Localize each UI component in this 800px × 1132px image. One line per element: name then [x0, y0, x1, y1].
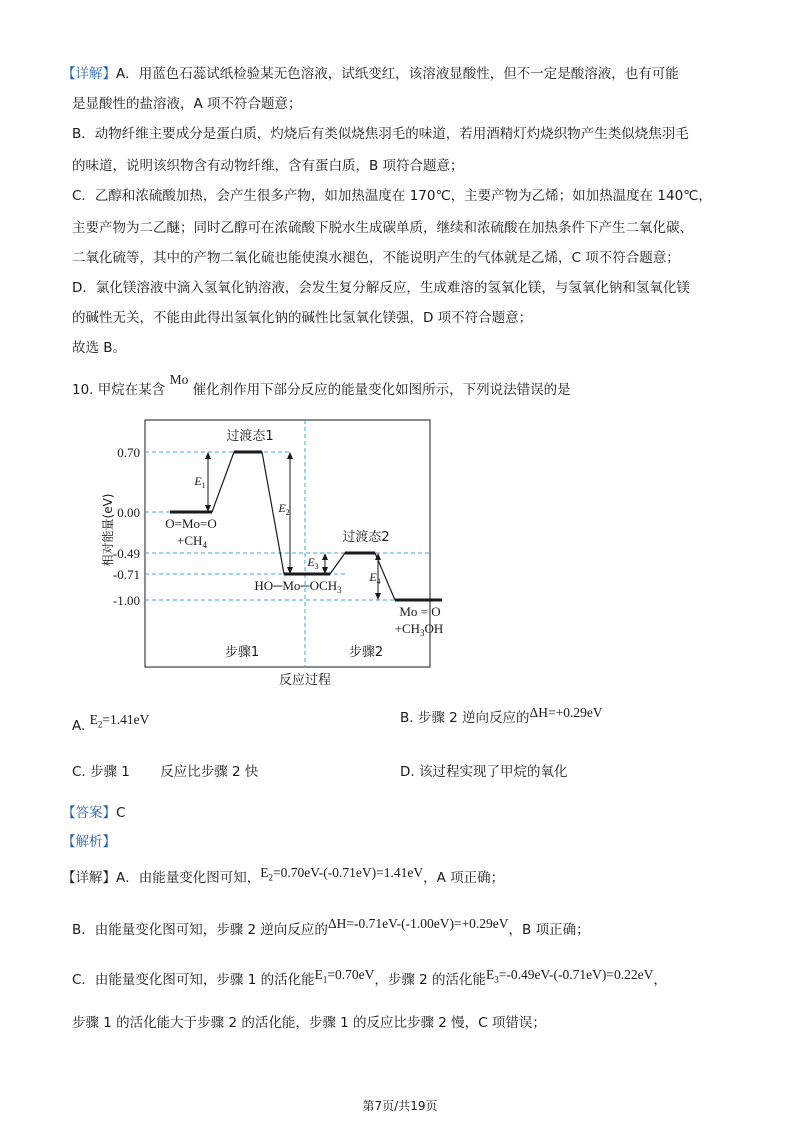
answer-tag: 【答案】: [62, 805, 116, 821]
detail-line-7: D．氯化镁溶液中滴入氢氧化钠溶液，会发生复分解反应，生成难溶的氢氧化镁，与氢氧化钠和氢氧化镁: [72, 280, 690, 296]
explanation-c-e1: $E_1=0.70eV$: [314, 967, 375, 985]
ts2-label: 过渡态2: [342, 530, 390, 545]
detail-line-3: 的味道，说明该织物含有动物纤维，含有蛋白质，B 项符合题意；: [72, 158, 464, 174]
option-d: D. 该过程实现了甲烷的氧化: [400, 764, 568, 780]
explanation-c-line2: 步骤 1 的活化能大于步骤 2 的活化能，步骤 1 的反应比步骤 2 慢，C 项错误；: [72, 1015, 546, 1031]
product-label-1: Mo = O: [399, 604, 441, 619]
detail-line-4: C．乙醇和浓硫酸加热，会产生很多产物，如加热温度在 170℃，主要产物为乙烯；如加热温度在 140℃，: [72, 188, 712, 204]
explanation-c-e3: $E_3=-0.49eV-(-0.71eV)=0.22eV$: [486, 967, 654, 985]
step2-label: 步骤2: [348, 645, 384, 660]
analysis-tag: 【解析】: [62, 834, 116, 850]
detail-line-5: 主要产物为二乙醚；同时乙醇可在浓硫酸下脱水生成碳单质，继续和浓硫酸在加热条件下产生二氧化碳、: [72, 220, 693, 236]
e4-label: $E_4$: [369, 570, 381, 586]
question-stem: 10. 甲烷在某含 Mo 催化剂作用下部分反应的能量变化如图所示，下列说法错误的是: [72, 372, 571, 398]
tick-neg0.49: -0.49: [112, 546, 140, 561]
analysis-line: [62, 832, 116, 852]
intermediate-label: $HO─Mo─OCH_3$: [254, 578, 342, 595]
product-label-2: $+CH_3OH$: [394, 621, 444, 638]
explanation-a: 【详解】A．由能量变化图可知，$E_2=0.70eV-(-0.71eV)=1.41eV$，A 项正确；: [62, 865, 505, 886]
explanation-c: C．由能量变化图可知，步骤 1 的活化能$E_1=0.70eV$，步骤 2 的活化能$E_3=-0.49eV-(-0.71eV)=0.22eV$，: [72, 967, 667, 988]
e3-arrowhead-up: [322, 553, 328, 560]
question-number: 10.: [72, 382, 94, 398]
e1-arrowhead-up: [205, 452, 211, 459]
tick-neg0.71: -0.71: [112, 567, 140, 582]
detail-tag: 【详解】: [62, 66, 116, 82]
e1-label: $E_1$: [194, 474, 206, 490]
option-a: A. $E_2=1.41eV$: [72, 712, 150, 734]
e4-arrowhead-down: [375, 593, 381, 600]
tick-0.00: 0.00: [117, 505, 140, 520]
option-c: C. 步骤 1 反应比步骤 2 快: [72, 764, 259, 780]
x-axis-label: 反应过程: [278, 673, 332, 688]
detail-line-1: 是显酸性的盐溶液，A 项不符合题意；: [72, 96, 302, 112]
y-axis-label: 相对能量(eV): [101, 493, 115, 567]
explanation-b: B．由能量变化图可知，步骤 2 逆向反应的ΔH=-0.71eV-(-1.00eV)=+0.29eV，B 项正确；: [72, 916, 590, 938]
option-a-expr: $E_2=1.41eV$: [89, 712, 150, 730]
page-footer: 第7页/共19页: [362, 1099, 438, 1113]
answer-line: [62, 803, 125, 823]
answer-value: C: [116, 805, 126, 821]
option-b: B. 步骤 2 逆向反应的ΔH=+0.29eV: [400, 705, 603, 726]
reactant-label-1: O=Mo=O: [165, 516, 217, 531]
detail-line-9: 故选 B。: [72, 340, 127, 356]
detail-line-0: 【详解】A．用蓝色石蕊试纸检验某无色溶液，试纸变红，该溶液显酸性，但不一定是酸溶液，也有可能: [62, 66, 679, 82]
tick-0.70: 0.70: [117, 445, 140, 460]
explanation-b-expr: ΔH=-0.71eV-(-1.00eV)=+0.29eV: [327, 916, 509, 931]
e2-label: $E_2$: [278, 501, 290, 517]
explanation-a-expr: $E_2=0.70eV-(-0.71eV)=1.41eV$: [260, 865, 424, 883]
detail-line-2: B．动物纤维主要成分是蛋白质，灼烧后有类似烧焦羽毛的味道，若用酒精灯灼烧织物产生类似烧焦羽毛: [72, 126, 689, 142]
detail-line-8: 的碱性无关，不能由此得出氢氧化钠的碱性比氢氧化镁强，D 项不符合题意；: [72, 310, 533, 326]
tick-neg1.00: -1.00: [112, 593, 140, 608]
ts1-label: 过渡态1: [226, 429, 274, 444]
e3-label: $E_3$: [307, 555, 319, 571]
detail-line-6: 二氧化硫等，其中的产物二氧化硫也能使溴水褪色，不能说明产生的气体就是乙烯，C 项不符合题意；: [72, 250, 680, 266]
option-b-expr: ΔH=+0.29eV: [529, 705, 603, 720]
reactant-label-2: $+CH_4$: [177, 533, 207, 550]
e2-arrowhead-up: [287, 452, 293, 459]
step1-label: 步骤1: [224, 645, 260, 660]
mo-element: Mo: [169, 372, 189, 387]
